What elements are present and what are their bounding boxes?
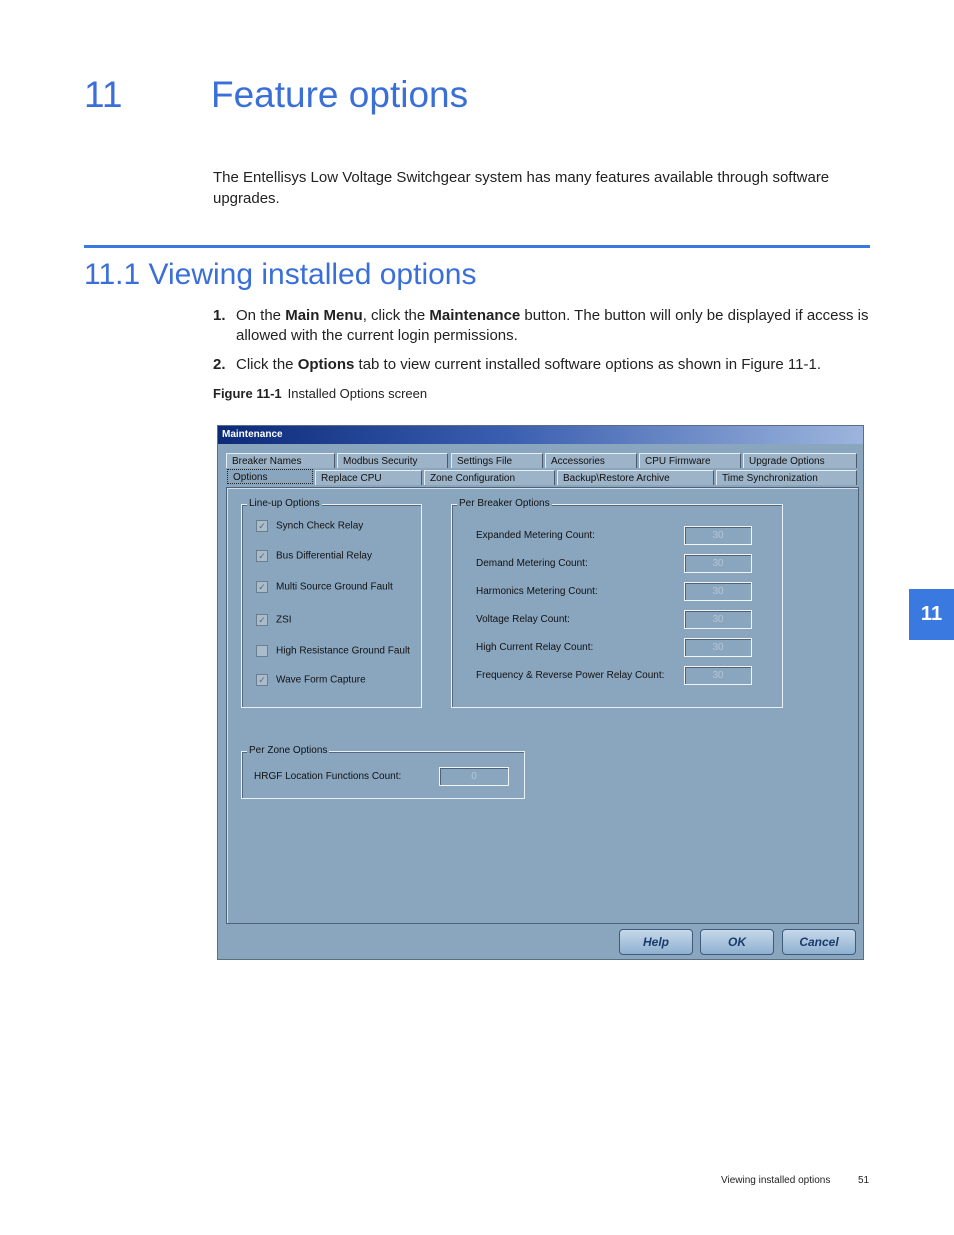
- step-text: On the Main Menu, click the Maintenance button. The button will only be displayed if access is allowed with the current login permissions.: [236, 307, 869, 344]
- footer-section-title: Viewing installed options: [721, 1175, 831, 1186]
- frequency-reverse-power-relay-count-label: Frequency & Reverse Power Relay Count:: [476, 670, 665, 681]
- tab-zone-configuration[interactable]: Zone Configuration: [424, 470, 555, 485]
- harmonics-metering-count-field[interactable]: 30: [684, 582, 752, 601]
- cancel-button[interactable]: Cancel: [782, 929, 856, 955]
- demand-metering-count-field[interactable]: 30: [684, 554, 752, 573]
- high-resistance-ground-fault-option[interactable]: High Resistance Ground Fault: [256, 645, 410, 658]
- footer-page-number: 51: [858, 1175, 870, 1186]
- step-text: Click the Options tab to view current installed software options as shown in Figure 11-1.: [236, 356, 821, 373]
- per-breaker-options-group: [451, 498, 783, 708]
- demand-metering-count-label: Demand Metering Count:: [476, 558, 588, 569]
- window-titlebar: Maintenance: [218, 426, 863, 444]
- intro-paragraph: The Entellisys Low Voltage Switchgear system has many features available through software upgrades.: [213, 169, 830, 207]
- tab-time-synchronization[interactable]: Time Synchronization: [716, 470, 857, 485]
- per-zone-options-group: [241, 745, 525, 799]
- step-number: 2.: [213, 356, 226, 373]
- tab-breaker-names[interactable]: Breaker Names: [226, 453, 335, 468]
- bus-differential-relay-option[interactable]: ✓ Bus Differential Relay: [256, 550, 372, 563]
- lineup-options-title: Line-up Options: [249, 498, 320, 509]
- section-title: 11.1 Viewing installed options: [84, 258, 477, 291]
- voltage-relay-count-field[interactable]: 30: [684, 610, 752, 629]
- options-panel: [226, 487, 859, 924]
- checkbox-icon[interactable]: [256, 645, 268, 657]
- high-current-relay-count-field[interactable]: 30: [684, 638, 752, 657]
- expanded-metering-count-label: Expanded Metering Count:: [476, 530, 595, 541]
- step-2: [213, 355, 873, 377]
- hrgf-location-functions-count-label: HRGF Location Functions Count:: [254, 771, 402, 782]
- step-number: 1.: [213, 307, 226, 324]
- ok-button[interactable]: OK: [700, 929, 774, 955]
- tab-backup-restore-archive[interactable]: Backup\Restore Archive: [557, 470, 714, 485]
- frequency-reverse-power-relay-count-field[interactable]: 30: [684, 666, 752, 685]
- zsi-option[interactable]: ✓ ZSI: [256, 614, 292, 627]
- tab-accessories[interactable]: Accessories: [545, 453, 637, 468]
- section-rule: [84, 245, 870, 248]
- per-breaker-options-title: Per Breaker Options: [459, 498, 550, 509]
- figure-caption: Figure 11-1 Installed Options screen: [213, 386, 428, 401]
- high-current-relay-count-label: High Current Relay Count:: [476, 642, 594, 653]
- chapter-side-tab: 11: [909, 589, 954, 640]
- wave-form-capture-option[interactable]: ✓ Wave Form Capture: [256, 674, 366, 687]
- per-zone-options-title: Per Zone Options: [249, 745, 328, 756]
- harmonics-metering-count-label: Harmonics Metering Count:: [476, 586, 598, 597]
- synch-check-relay-option[interactable]: ✓ Synch Check Relay: [256, 520, 363, 533]
- step-1: [213, 306, 873, 348]
- expanded-metering-count-field[interactable]: 30: [684, 526, 752, 545]
- tab-upgrade-options[interactable]: Upgrade Options: [743, 453, 857, 468]
- checkbox-icon[interactable]: ✓: [256, 674, 268, 686]
- chapter-number: 11: [84, 74, 123, 115]
- tab-cpu-firmware[interactable]: CPU Firmware: [639, 453, 741, 468]
- tab-replace-cpu[interactable]: Replace CPU: [315, 470, 422, 485]
- maintenance-window: [217, 425, 864, 960]
- multi-source-ground-fault-option[interactable]: ✓ Multi Source Ground Fault: [256, 581, 393, 594]
- tab-options[interactable]: Options: [227, 469, 313, 484]
- tab-settings-file[interactable]: Settings File: [451, 453, 543, 468]
- hrgf-location-functions-count-field[interactable]: 0: [439, 767, 509, 786]
- checkbox-icon[interactable]: ✓: [256, 581, 268, 593]
- chapter-title: Feature options: [211, 74, 469, 115]
- help-button[interactable]: Help: [619, 929, 693, 955]
- lineup-options-group: [241, 498, 422, 708]
- voltage-relay-count-label: Voltage Relay Count:: [476, 614, 570, 625]
- checkbox-icon[interactable]: ✓: [256, 550, 268, 562]
- checkbox-icon[interactable]: ✓: [256, 614, 268, 626]
- tab-modbus-security[interactable]: Modbus Security: [337, 453, 448, 468]
- checkbox-icon[interactable]: ✓: [256, 520, 268, 532]
